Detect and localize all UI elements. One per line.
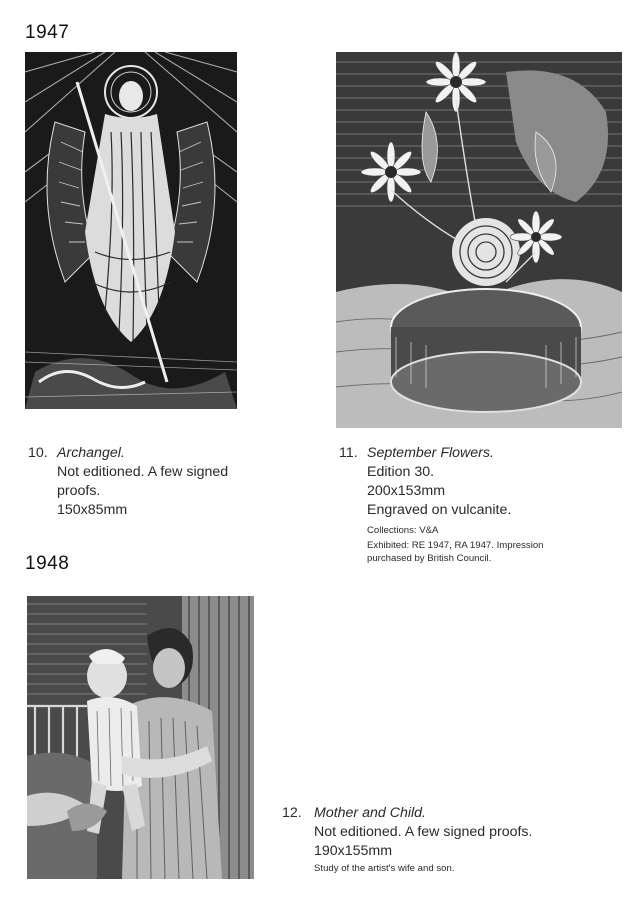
year-heading-1948: 1948 [25,553,70,574]
caption-archangel [28,444,288,524]
edition-note-cont: proofs. [57,483,101,499]
description-note: Study of the artist's wife and son. [314,863,455,874]
dimensions: 150x85mm [57,502,128,518]
year-heading-1947: 1947 [25,22,70,43]
mother-and-child-engraving [27,596,254,879]
collections-note: Collections: V&A [367,525,439,536]
exhibited-note: Exhibited: RE 1947, RA 1947. Impression [367,540,544,551]
archangel-engraving [25,52,237,409]
plate-number: 11. [339,445,358,461]
edition-note: Not editioned. A few signed [57,464,229,480]
work-title: Mother and Child. [314,805,426,821]
dimensions: 190x155mm [314,843,393,859]
work-title: Archangel. [57,445,125,461]
plate-number: 12. [282,805,302,821]
september-flowers-engraving [336,52,622,428]
dimensions: 200x153mm [367,483,446,499]
work-title: September Flowers. [367,445,494,461]
exhibited-note-cont: purchased by British Council. [367,553,492,564]
edition-note: Not editioned. A few signed proofs. [314,824,533,840]
edition-note: Edition 30. [367,464,435,480]
plate-number: 10. [28,445,48,461]
caption-mother-and-child [282,804,582,884]
caption-september-flowers [339,444,609,574]
medium-note: Engraved on vulcanite. [367,502,512,518]
